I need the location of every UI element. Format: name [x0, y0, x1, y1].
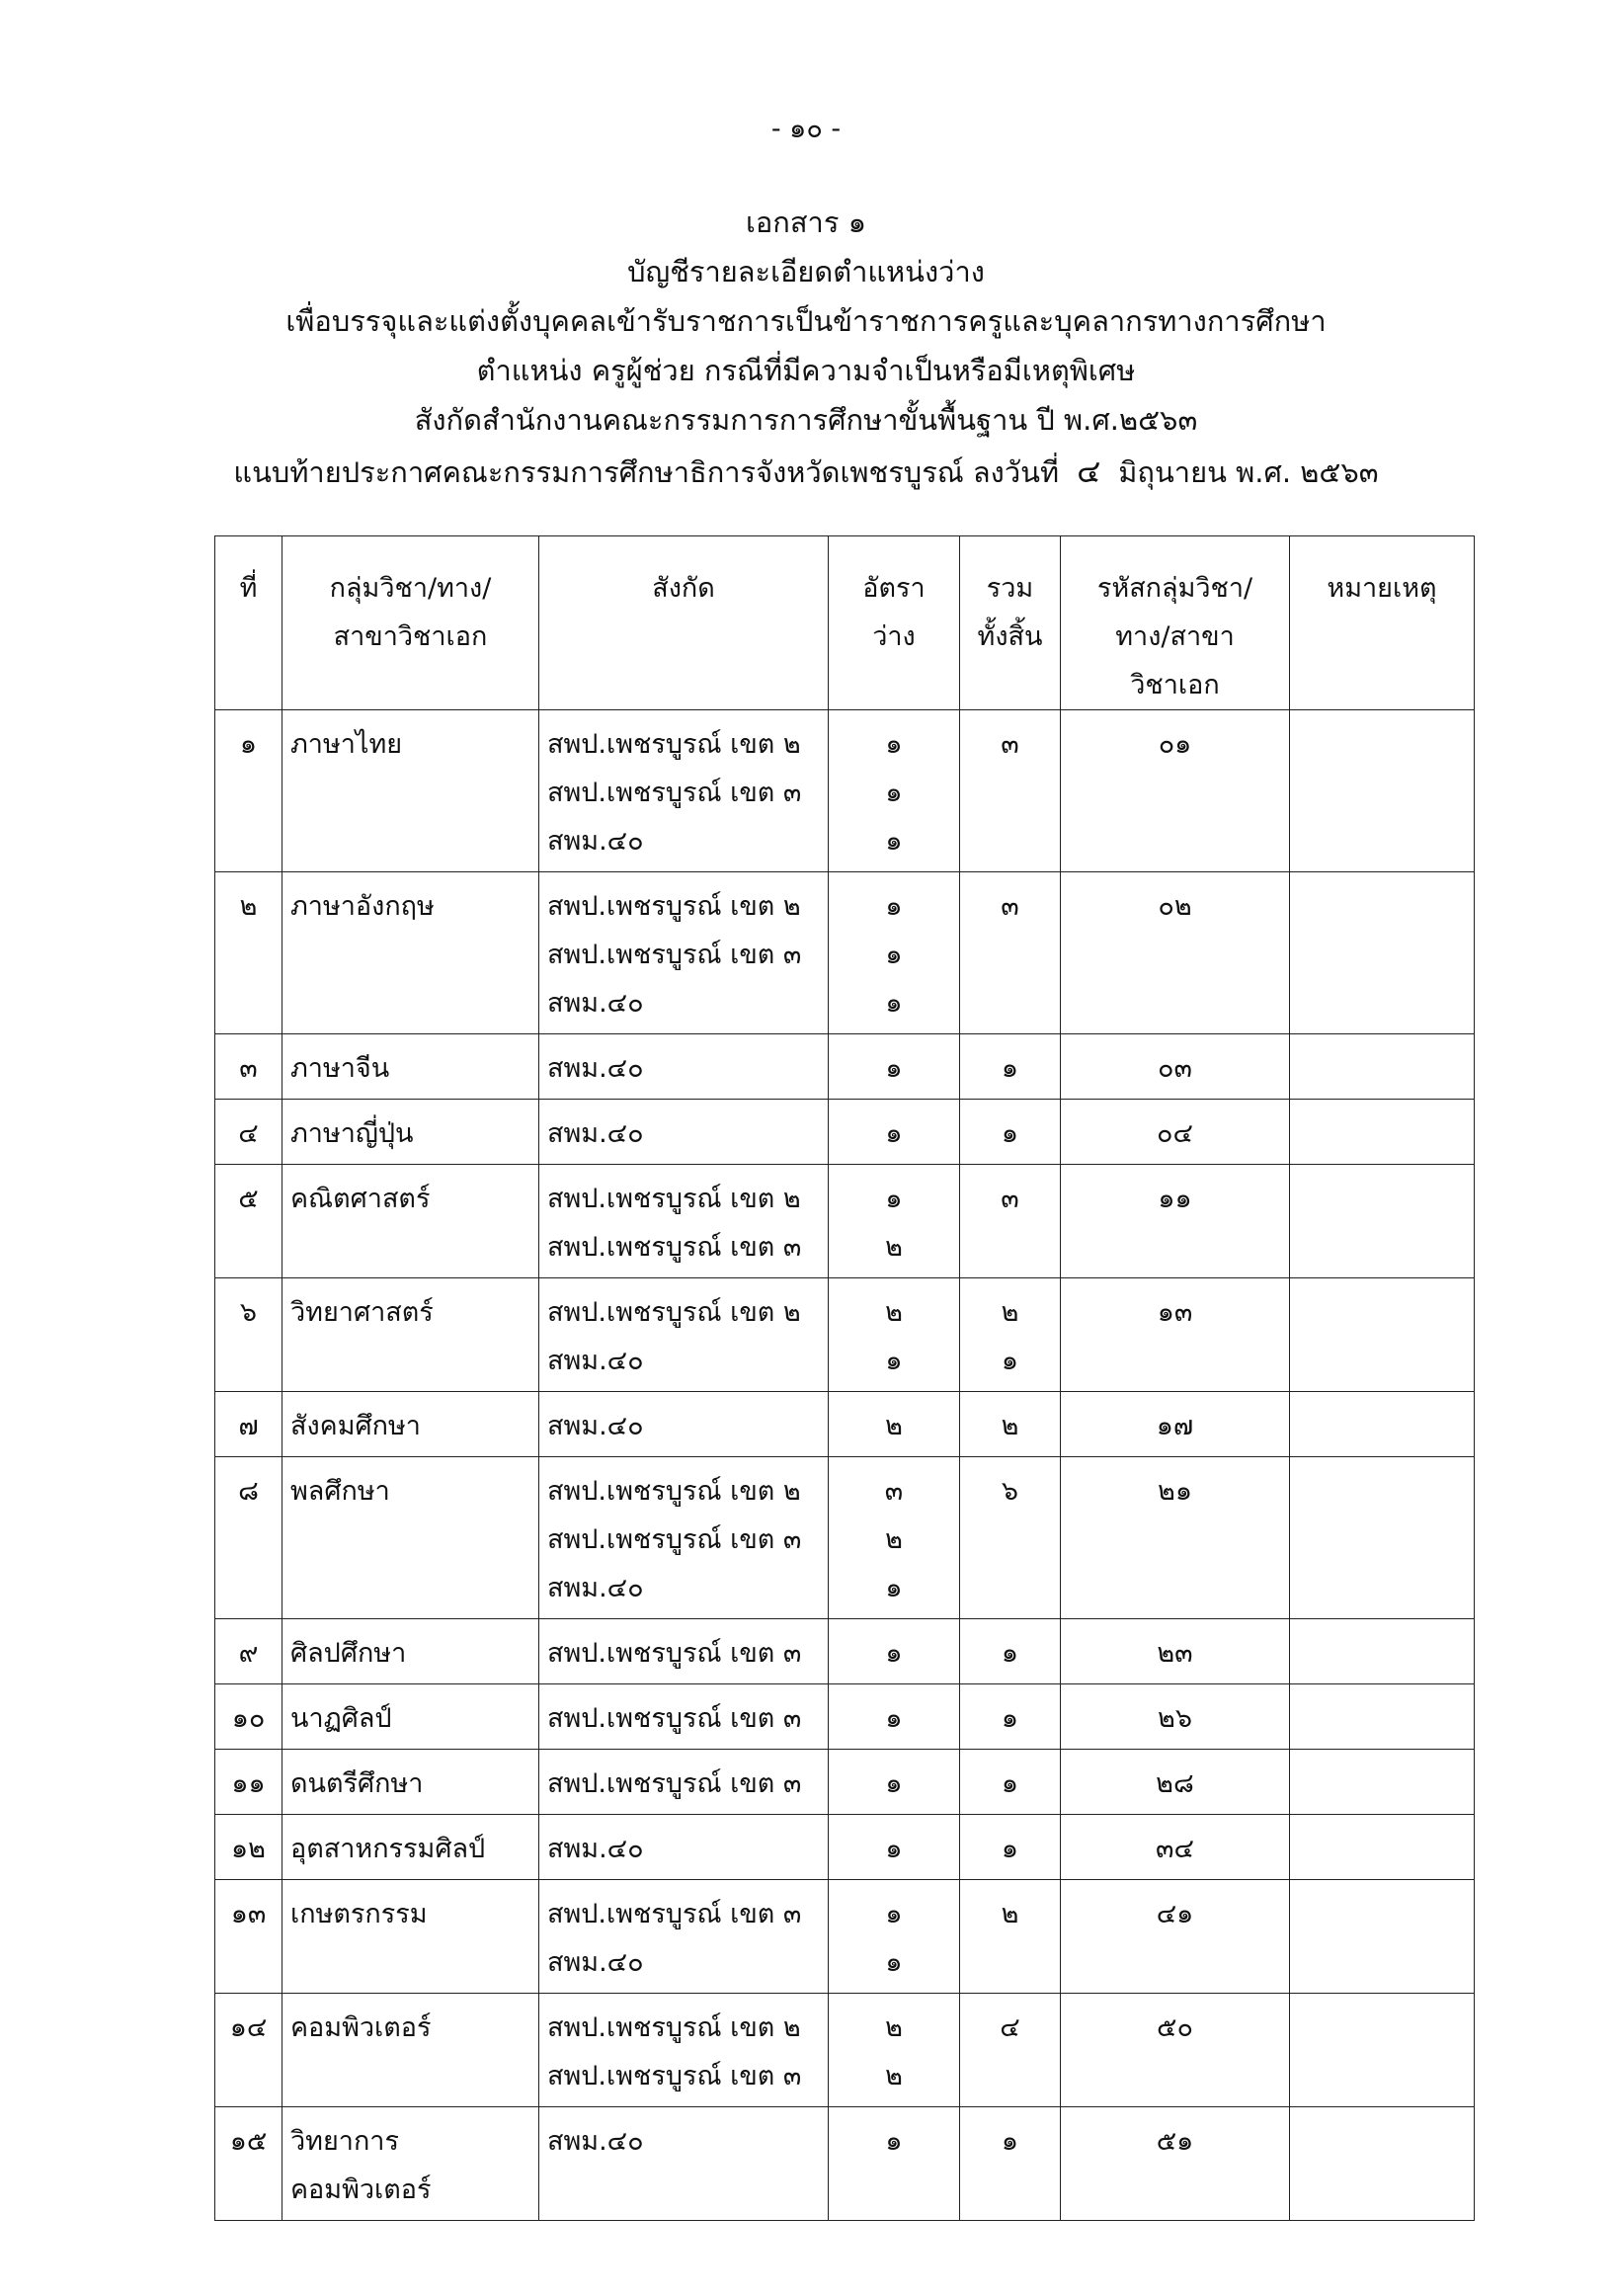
table-row: [215, 1815, 1475, 1880]
cell-rate-line: ๒: [885, 1232, 903, 1263]
cell-rate: [829, 1457, 960, 1619]
cell-subject: อุตสาหกรรมศิลป์: [282, 1815, 539, 1880]
cell-rate-line: ๑: [885, 729, 903, 760]
cell-affiliation: [539, 1880, 829, 1994]
cell-total-line: ๑: [1001, 1703, 1019, 1734]
cell-affiliation-line: สพป.เพชรบูรณ์ เขต ๓: [547, 1232, 802, 1263]
cell-rate: [829, 872, 960, 1034]
cell-no: ๔: [215, 1100, 282, 1165]
cell-remark: [1290, 710, 1475, 872]
cell-total: [960, 710, 1061, 872]
cell-affiliation-line: สพป.เพชรบูรณ์ เขต ๓: [547, 1899, 802, 1929]
cell-remark: [1290, 1034, 1475, 1100]
cell-rate: [829, 1165, 960, 1278]
cell-no: ๑: [215, 710, 282, 872]
cell-total: [960, 1684, 1061, 1750]
cell-remark: [1290, 1994, 1475, 2107]
cell-total-line: ๓: [1001, 1184, 1019, 1214]
cell-subject: ศิลปศึกษา: [282, 1619, 539, 1684]
header-subject: กลุ่มวิชา/ทาง/ สาขาวิชาเอก: [282, 536, 539, 710]
cell-code: ๐๓: [1061, 1034, 1290, 1100]
cell-total-line: ๒: [1001, 1411, 1019, 1441]
cell-no: ๗: [215, 1392, 282, 1457]
table-body: [215, 710, 1475, 2221]
cell-affiliation: [539, 1994, 829, 2107]
cell-code: ๑๑: [1061, 1165, 1290, 1278]
cell-affiliation-line: สพป.เพชรบูรณ์ เขต ๓: [547, 1703, 802, 1734]
cell-rate: [829, 1100, 960, 1165]
cell-total-line: ๑: [1001, 1638, 1019, 1669]
vacancy-table: [214, 535, 1475, 2221]
cell-affiliation: [539, 872, 829, 1034]
table-header-row: [215, 536, 1475, 710]
cell-rate: [829, 1392, 960, 1457]
table-row: [215, 1684, 1475, 1750]
cell-rate-line: ๓: [884, 1476, 904, 1507]
cell-code: ๐๔: [1061, 1100, 1290, 1165]
cell-total: [960, 1750, 1061, 1815]
header-doc-label: เอกสาร ๑: [745, 205, 867, 239]
cell-rate: [829, 1750, 960, 1815]
cell-subject: ภาษาญี่ปุ่น: [282, 1100, 539, 1165]
cell-total: [960, 1100, 1061, 1165]
page-number: - ๑๐ -: [770, 114, 842, 144]
cell-affiliation-line: สพม.๔๐: [547, 1118, 644, 1149]
table-row: [215, 1034, 1475, 1100]
cell-rate-line: ๑: [885, 2126, 903, 2157]
cell-remark: [1290, 1619, 1475, 1684]
cell-affiliation: [539, 710, 829, 872]
cell-rate: [829, 1034, 960, 1100]
cell-affiliation-line: สพม.๔๐: [547, 988, 644, 1019]
cell-affiliation-line: สพป.เพชรบูรณ์ เขต ๓: [547, 1768, 802, 1799]
cell-total: [960, 1619, 1061, 1684]
cell-affiliation-line: สพป.เพชรบูรณ์ เขต ๒: [547, 891, 801, 922]
cell-subject: ภาษาอังกฤษ: [282, 872, 539, 1034]
cell-rate-line: ๑: [885, 891, 903, 922]
cell-affiliation: [539, 1684, 829, 1750]
cell-rate-line: ๑: [885, 940, 903, 970]
cell-affiliation-line: สพป.เพชรบูรณ์ เขต ๒: [547, 2012, 801, 2043]
cell-affiliation: [539, 1278, 829, 1392]
cell-code: ๐๑: [1061, 710, 1290, 872]
document-header: [0, 198, 1612, 497]
cell-subject: ภาษาจีน: [282, 1034, 539, 1100]
cell-no: ๑๒: [215, 1815, 282, 1880]
cell-rate-line: ๑: [885, 1638, 903, 1669]
cell-rate-line: ๑: [885, 826, 903, 857]
cell-total: [960, 1034, 1061, 1100]
cell-subject: พลศึกษา: [282, 1457, 539, 1619]
cell-code: ๔๑: [1061, 1880, 1290, 1994]
header-no: ที่: [215, 536, 282, 710]
table-row: [215, 872, 1475, 1034]
cell-subject: ภาษาไทย: [282, 710, 539, 872]
cell-affiliation-line: สพม.๔๐: [547, 2126, 644, 2157]
table-row: [215, 1880, 1475, 1994]
cell-rate-line: ๑: [885, 1703, 903, 1734]
cell-no: ๑๕: [215, 2107, 282, 2221]
cell-affiliation-line: สพม.๔๐: [547, 1834, 644, 1864]
cell-affiliation-line: สพป.เพชรบูรณ์ เขต ๒: [547, 1184, 801, 1214]
cell-affiliation-line: สพป.เพชรบูรณ์ เขต ๒: [547, 1297, 801, 1328]
cell-remark: [1290, 1750, 1475, 1815]
cell-rate: [829, 1994, 960, 2107]
cell-subject: คณิตศาสตร์: [282, 1165, 539, 1278]
cell-rate-line: ๑: [885, 1346, 903, 1376]
cell-affiliation-line: สพม.๔๐: [547, 1947, 644, 1978]
table-row: [215, 1100, 1475, 1165]
cell-total-line: ๑: [1001, 1118, 1019, 1149]
cell-rate-line: ๒: [885, 2012, 903, 2043]
cell-code: ๒๘: [1061, 1750, 1290, 1815]
cell-affiliation-line: สพป.เพชรบูรณ์ เขต ๓: [547, 1638, 802, 1669]
cell-rate-line: ๑: [885, 1573, 903, 1603]
header-position: ตำแหน่ง ครูผู้ช่วย กรณีที่มีความจำเป็นหรือมีเหตุพิเศษ: [476, 354, 1136, 387]
cell-subject: คอมพิวเตอร์: [282, 1994, 539, 2107]
cell-remark: [1290, 1880, 1475, 1994]
cell-remark: [1290, 1815, 1475, 1880]
header-announcement-prefix: แนบท้ายประกาศคณะกรรมการศึกษาธิการจังหวัดเพชรบูรณ์ ลงวันที่: [233, 455, 1060, 489]
cell-affiliation: [539, 2107, 829, 2221]
cell-rate-line: ๒: [885, 1524, 903, 1555]
cell-affiliation: [539, 1750, 829, 1815]
cell-total: [960, 1392, 1061, 1457]
cell-total: [960, 1165, 1061, 1278]
cell-total: [960, 2107, 1061, 2221]
cell-affiliation-line: สพป.เพชรบูรณ์ เขต ๒: [547, 1476, 801, 1507]
cell-remark: [1290, 1392, 1475, 1457]
cell-total: [960, 1457, 1061, 1619]
table-row: [215, 1750, 1475, 1815]
header-purpose: เพื่อบรรจุและแต่งตั้งบุคคลเข้ารับราชการเป็นข้าราชการครูและบุคลากรทางการศึกษา: [285, 304, 1327, 338]
cell-rate-line: ๑: [885, 1184, 903, 1214]
handwritten-day: ๔: [1077, 452, 1101, 490]
header-code: รหัสกลุ่มวิชา/ ทาง/สาขา วิชาเอก: [1061, 536, 1290, 710]
cell-affiliation-line: สพม.๔๐: [547, 1053, 644, 1084]
cell-affiliation-line: สพม.๔๐: [547, 1411, 644, 1441]
table-row: [215, 710, 1475, 872]
cell-total: [960, 1278, 1061, 1392]
cell-affiliation-line: สพป.เพชรบูรณ์ เขต ๓: [547, 2061, 802, 2091]
cell-code: ๒๓: [1061, 1619, 1290, 1684]
cell-total-line: ๖: [1001, 1476, 1019, 1507]
cell-no: ๖: [215, 1278, 282, 1392]
cell-affiliation-line: สพป.เพชรบูรณ์ เขต ๒: [547, 729, 801, 760]
cell-rate: [829, 710, 960, 872]
cell-remark: [1290, 1278, 1475, 1392]
cell-total: [960, 1994, 1061, 2107]
header-title: บัญชีรายละเอียดตำแหน่งว่าง: [627, 255, 985, 288]
cell-remark: [1290, 1457, 1475, 1619]
cell-rate: [829, 1684, 960, 1750]
cell-remark: [1290, 2107, 1475, 2221]
cell-total-line: ๒: [1001, 1297, 1019, 1328]
cell-code: ๒๑: [1061, 1457, 1290, 1619]
cell-no: ๑๑: [215, 1750, 282, 1815]
cell-affiliation-line: สพป.เพชรบูรณ์ เขต ๓: [547, 1524, 802, 1555]
cell-total-line: ๑: [1001, 1346, 1019, 1376]
cell-affiliation-line: สพป.เพชรบูรณ์ เขต ๓: [547, 778, 802, 808]
cell-total: [960, 872, 1061, 1034]
cell-affiliation-line: สพม.๔๐: [547, 1573, 644, 1603]
cell-no: ๕: [215, 1165, 282, 1278]
cell-rate-line: ๒: [885, 2061, 903, 2091]
cell-subject: สังคมศึกษา: [282, 1392, 539, 1457]
cell-no: ๓: [215, 1034, 282, 1100]
cell-rate-line: ๑: [885, 1947, 903, 1978]
cell-affiliation-line: สพม.๔๐: [547, 826, 644, 857]
cell-no: ๑๔: [215, 1994, 282, 2107]
table-row: [215, 1457, 1475, 1619]
cell-total: [960, 1815, 1061, 1880]
cell-rate-line: ๑: [885, 1768, 903, 1799]
cell-rate-line: ๑: [885, 1899, 903, 1929]
cell-code: ๕๑: [1061, 2107, 1290, 2221]
cell-total-line: ๔: [1000, 2012, 1020, 2043]
cell-remark: [1290, 1165, 1475, 1278]
cell-affiliation: [539, 1165, 829, 1278]
cell-affiliation: [539, 1815, 829, 1880]
cell-rate: [829, 1815, 960, 1880]
cell-no: ๙: [215, 1619, 282, 1684]
header-announcement: [0, 447, 1612, 497]
table-row: [215, 1278, 1475, 1392]
cell-affiliation: [539, 1619, 829, 1684]
cell-affiliation: [539, 1457, 829, 1619]
cell-total-line: ๑: [1001, 1768, 1019, 1799]
header-rate: อัตรา ว่าง: [829, 536, 960, 710]
cell-code: ๕๐: [1061, 1994, 1290, 2107]
cell-rate-line: ๑: [885, 988, 903, 1019]
cell-code: ๑๓: [1061, 1278, 1290, 1392]
cell-rate-line: ๑: [885, 1834, 903, 1864]
cell-rate-line: ๒: [885, 1411, 903, 1441]
header-affiliation: สังกัด: [539, 536, 829, 710]
cell-rate-line: ๒: [885, 1297, 903, 1328]
cell-rate-line: ๑: [885, 778, 903, 808]
cell-subject: ดนตรีศึกษา: [282, 1750, 539, 1815]
table-row: [215, 1994, 1475, 2107]
cell-affiliation-line: สพป.เพชรบูรณ์ เขต ๓: [547, 940, 802, 970]
cell-code: ๒๖: [1061, 1684, 1290, 1750]
header-remark: หมายเหตุ: [1290, 536, 1475, 710]
cell-rate: [829, 1278, 960, 1392]
cell-rate: [829, 2107, 960, 2221]
cell-code: ๓๔: [1061, 1815, 1290, 1880]
cell-code: ๐๒: [1061, 872, 1290, 1034]
cell-no: ๑๐: [215, 1684, 282, 1750]
cell-no: ๑๓: [215, 1880, 282, 1994]
cell-total-line: ๑: [1001, 1834, 1019, 1864]
cell-total-line: ๒: [1001, 1899, 1019, 1929]
cell-rate: [829, 1619, 960, 1684]
cell-subject: วิทยาศาสตร์: [282, 1278, 539, 1392]
cell-affiliation: [539, 1034, 829, 1100]
cell-no: ๒: [215, 872, 282, 1034]
cell-total-line: ๓: [1001, 729, 1019, 760]
header-total: รวม ทั้งสิ้น: [960, 536, 1061, 710]
table-row: [215, 1619, 1475, 1684]
cell-subject: วิทยาการคอมพิวเตอร์: [282, 2107, 539, 2221]
cell-no: ๘: [215, 1457, 282, 1619]
cell-affiliation: [539, 1100, 829, 1165]
cell-subject: นาฏศิลป์: [282, 1684, 539, 1750]
cell-subject: เกษตรกรรม: [282, 1880, 539, 1994]
header-affiliation-year: สังกัดสำนักงานคณะกรรมการการศึกษาขั้นพื้นฐาน ปี พ.ศ.๒๕๖๓: [414, 403, 1198, 437]
cell-rate-line: ๑: [885, 1053, 903, 1084]
cell-rate-line: ๑: [885, 1118, 903, 1149]
cell-total-line: ๓: [1001, 891, 1019, 922]
cell-total: [960, 1880, 1061, 1994]
cell-total-line: ๑: [1001, 2126, 1019, 2157]
cell-remark: [1290, 1100, 1475, 1165]
cell-affiliation: [539, 1392, 829, 1457]
cell-affiliation-line: สพม.๔๐: [547, 1346, 644, 1376]
cell-rate: [829, 1880, 960, 1994]
cell-code: ๑๗: [1061, 1392, 1290, 1457]
cell-total-line: ๑: [1001, 1053, 1019, 1084]
table-row: [215, 1392, 1475, 1457]
header-announcement-date: มิถุนายน พ.ศ. ๒๕๖๓: [1118, 455, 1379, 489]
cell-remark: [1290, 872, 1475, 1034]
table-row: [215, 1165, 1475, 1278]
table-row: [215, 2107, 1475, 2221]
cell-remark: [1290, 1684, 1475, 1750]
